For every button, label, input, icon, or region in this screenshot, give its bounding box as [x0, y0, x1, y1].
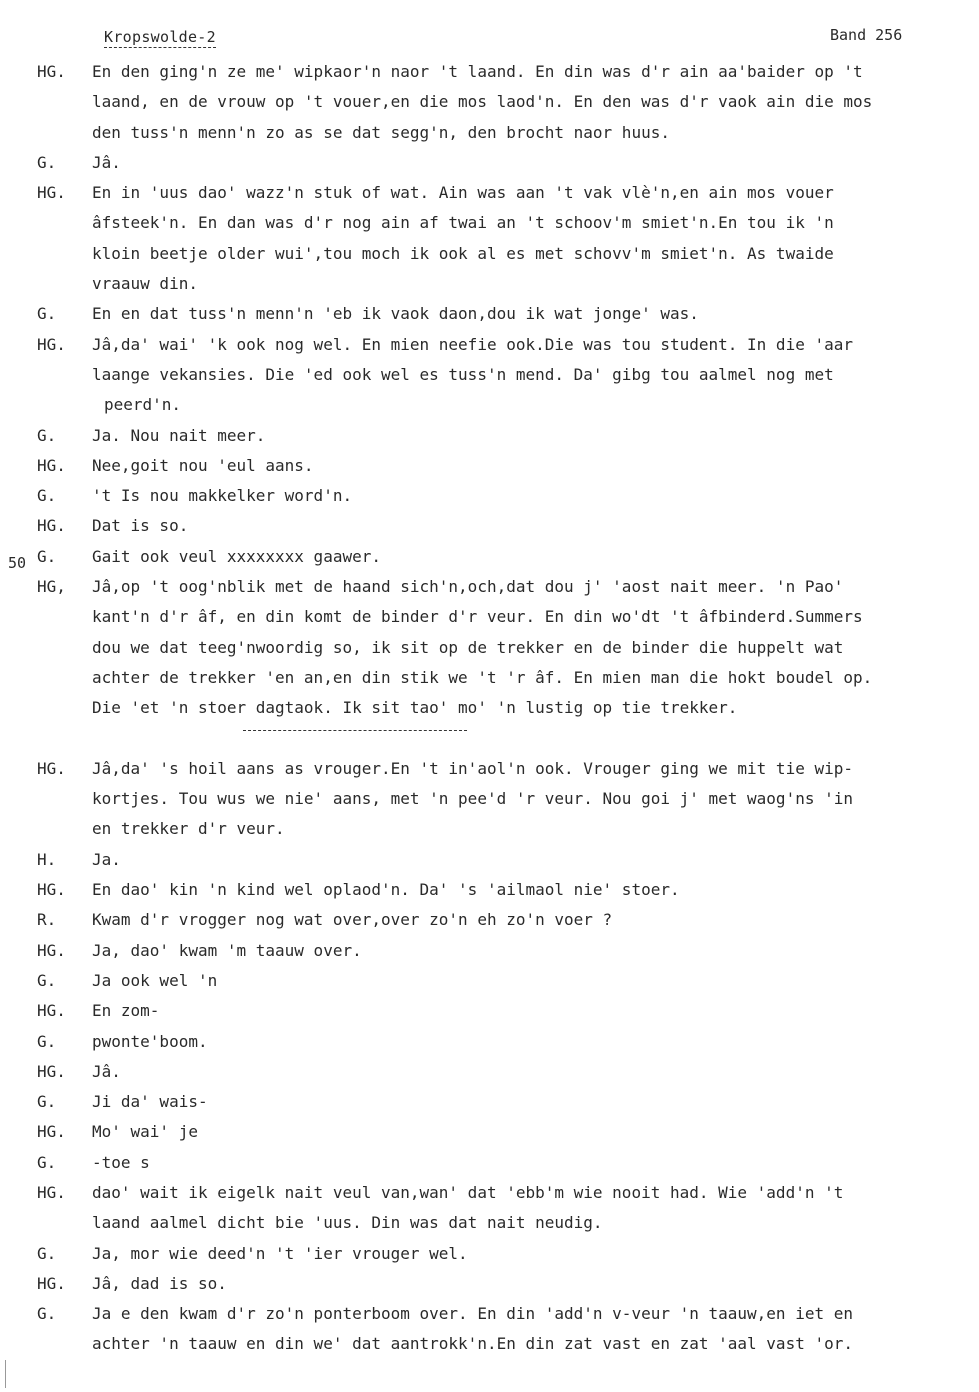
transcript-line: [0, 754, 979, 784]
line-text: laand aalmel dicht bie 'uus. Din was dat nait neudig.: [92, 1213, 603, 1233]
speaker-label: HG.: [37, 455, 66, 475]
speaker-label: G.: [37, 152, 57, 172]
line-text: En in 'uus dao' wazz'n stuk of wat. Ain was aan 't vak vlè'n,en ain mos vouer: [92, 183, 834, 203]
page-title: Kropswolde-2: [104, 28, 216, 46]
transcript-line: [0, 784, 979, 814]
transcript-line: [0, 178, 979, 208]
transcript-line: [0, 360, 979, 390]
line-text: Dat is so.: [92, 516, 189, 536]
speaker-label: G.: [37, 425, 57, 445]
speaker-label: HG.: [37, 940, 66, 960]
line-text: -toe s: [92, 1152, 150, 1172]
speaker-label: HG.: [37, 516, 66, 536]
speaker-label: G.: [37, 486, 57, 506]
line-text: En den ging'n ze me' wipkaor'n naor 't laand. En din was d'r ain aa'baider op 't: [92, 62, 863, 81]
transcript-line: [0, 148, 979, 178]
transcript-line: [0, 966, 979, 996]
line-text: kloin beetje older wui',tou moch ik ook al es met schovv'm smiet'n. As twaide: [92, 243, 834, 263]
line-text: En en dat tuss'n menn'n 'eb ik vaok daon,dou ik wat jonge' was.: [92, 304, 699, 324]
speaker-label: G.: [37, 1243, 57, 1263]
line-text: Ja.: [92, 849, 121, 869]
line-text: Jâ,da' 's hoil aans as vrouger.En 't in'aol'n ook. Vrouger ging we mit tie wip-: [92, 758, 853, 778]
transcript-line: [0, 1027, 979, 1057]
transcript-line: [0, 1329, 979, 1359]
transcript-line: [0, 996, 979, 1026]
speaker-label: HG.: [37, 758, 66, 778]
line-text: pwonte'boom.: [92, 1031, 208, 1051]
speaker-label: HG.: [37, 1182, 66, 1202]
speaker-label: HG.: [37, 880, 66, 900]
band-number: Band 256: [830, 26, 903, 44]
speaker-label: G.: [37, 1092, 57, 1112]
line-text: Die 'et 'n stoer dagtaok. Ik sit tao' mo' 'n lustig op tie trekker.: [92, 698, 738, 718]
transcript-line: [0, 208, 979, 238]
transcript-line: [0, 905, 979, 935]
transcript-line: [0, 572, 979, 602]
transcript-line: [0, 390, 979, 420]
transcript-line: [0, 481, 979, 511]
line-text: âfsteek'n. En dan was d'r nog ain af twai an 't schoov'm smiet'n.En tou ik 'n: [92, 213, 834, 233]
line-text: achter 'n taauw en din we' dat aantrokk'n.En din zat vast en zat 'aal vast 'or.: [92, 1334, 853, 1354]
line-text: achter de trekker 'en an,en din stik we 't 'r âf. En mien man die hokt boudel op.: [92, 667, 873, 687]
line-text: Jâ,da' wai' 'k ook nog wel. En mien neefie ook.Die was tou student. In die 'aar: [92, 334, 853, 354]
transcript-line: [0, 1087, 979, 1117]
line-text: Ja, dao' kwam 'm taauw over.: [92, 940, 362, 960]
margin-line-number: 50: [8, 554, 27, 572]
transcript-lines: [0, 57, 979, 1360]
transcript-line: [0, 1178, 979, 1208]
speaker-label: HG.: [37, 1001, 66, 1021]
transcript-line: [0, 542, 979, 572]
speaker-label: G.: [37, 1304, 57, 1324]
transcript-line: [0, 118, 979, 148]
speaker-label: H.: [37, 849, 57, 869]
speaker-label: G.: [37, 970, 57, 990]
transcript-line: [0, 330, 979, 360]
transcript-line: [0, 693, 979, 723]
line-text: Kwam d'r vrogger nog wat over,over zo'n eh zo'n voer ?: [92, 910, 613, 930]
line-text: Ji da' wais-: [92, 1092, 208, 1112]
line-text: 't Is nou makkelker word'n.: [92, 486, 353, 506]
speaker-label: HG.: [37, 334, 66, 354]
transcript-line: [0, 633, 979, 663]
speaker-label: G.: [37, 546, 57, 566]
transcript-line: [0, 239, 979, 269]
speaker-label: HG.: [37, 183, 66, 203]
transcript-line: [0, 814, 979, 844]
transcript-line: [0, 1239, 979, 1269]
transcript-line: [0, 1057, 979, 1087]
speaker-label: HG.: [37, 1273, 66, 1293]
speaker-label: R.: [37, 910, 57, 930]
line-text: Jâ.: [92, 152, 121, 172]
transcript-line: [0, 724, 979, 754]
transcript-line: [0, 87, 979, 117]
margin-mark: [5, 1360, 6, 1388]
line-text: laange vekansies. Die 'ed ook wel es tuss'n mend. Da' gibg tou aalmel nog met: [92, 364, 834, 384]
speaker-label: HG.: [37, 1122, 66, 1142]
speaker-label: G.: [37, 1152, 57, 1172]
line-text: en trekker d'r veur.: [92, 819, 285, 839]
line-text: Mo' wai' je: [92, 1122, 198, 1142]
line-text: dao' wait ik eigelk nait veul van,wan' dat 'ebb'm wie nooit had. Wie 'add'n 't: [92, 1182, 844, 1202]
transcript-line: [0, 57, 979, 87]
line-text: kant'n d'r âf, en din komt de binder d'r veur. En din wo'dt 't âfbinderd.Summers: [92, 607, 863, 627]
line-text: Gait ook veul xxxxxxxx gaawer.: [92, 546, 381, 566]
transcript-line: [0, 1148, 979, 1178]
transcript-line: [0, 1299, 979, 1329]
section-separator: [243, 730, 467, 731]
line-text: Ja e den kwam d'r zo'n ponterboom over. En din 'add'n v-veur 'n taauw,en iet en: [92, 1304, 853, 1324]
speaker-label: HG.: [37, 1061, 66, 1081]
transcript-line: [0, 845, 979, 875]
line-text: Jâ, dad is so.: [92, 1273, 227, 1293]
transcript-line: [0, 602, 979, 632]
speaker-label: HG.: [37, 62, 66, 81]
line-text: peerd'n.: [104, 395, 182, 415]
transcript-line: [0, 663, 979, 693]
speaker-label: G.: [37, 304, 57, 324]
line-text: dou we dat teeg'nwoordig so, ik sit op de trekker en de binder die huppelt wat: [92, 637, 844, 657]
speaker-label: HG,: [37, 577, 66, 597]
transcript-line: [0, 1269, 979, 1299]
line-text: den tuss'n menn'n zo as se dat segg'n, den brocht naor huus.: [92, 122, 670, 142]
transcript-line: [0, 299, 979, 329]
transcript-line: [0, 1117, 979, 1147]
line-text: Ja, mor wie deed'n 't 'ier vrouger wel.: [92, 1243, 468, 1263]
transcript-line: [0, 875, 979, 905]
line-text: vraauw din.: [92, 274, 198, 294]
line-text: laand, en de vrouw op 't vouer,en die mos laod'n. En den was d'r vaok ain die mos: [92, 92, 873, 112]
transcript-line: [0, 1208, 979, 1238]
line-text: Ja ook wel 'n: [92, 970, 218, 990]
line-text: En dao' kin 'n kind wel oplaod'n. Da' 's 'ailmaol nie' stoer.: [92, 880, 680, 900]
line-text: Jâ.: [92, 1061, 121, 1081]
transcript-line: [0, 421, 979, 451]
transcript-line: [0, 511, 979, 541]
line-text: Jâ,op 't oog'nblik met de haand sich'n,och,dat dou j' 'aost nait meer. 'n Pao': [92, 577, 844, 597]
line-text: Ja. Nou nait meer.: [92, 425, 266, 445]
line-text: Nee,goit nou 'eul aans.: [92, 455, 314, 475]
transcript-line: [0, 451, 979, 481]
line-text: En zom-: [92, 1001, 160, 1021]
transcript-line: [0, 269, 979, 299]
speaker-label: G.: [37, 1031, 57, 1051]
transcript-line: [0, 936, 979, 966]
line-text: kortjes. Tou wus we nie' aans, met 'n pee'd 'r veur. Nou goi j' met waog'ns 'in: [92, 789, 853, 809]
